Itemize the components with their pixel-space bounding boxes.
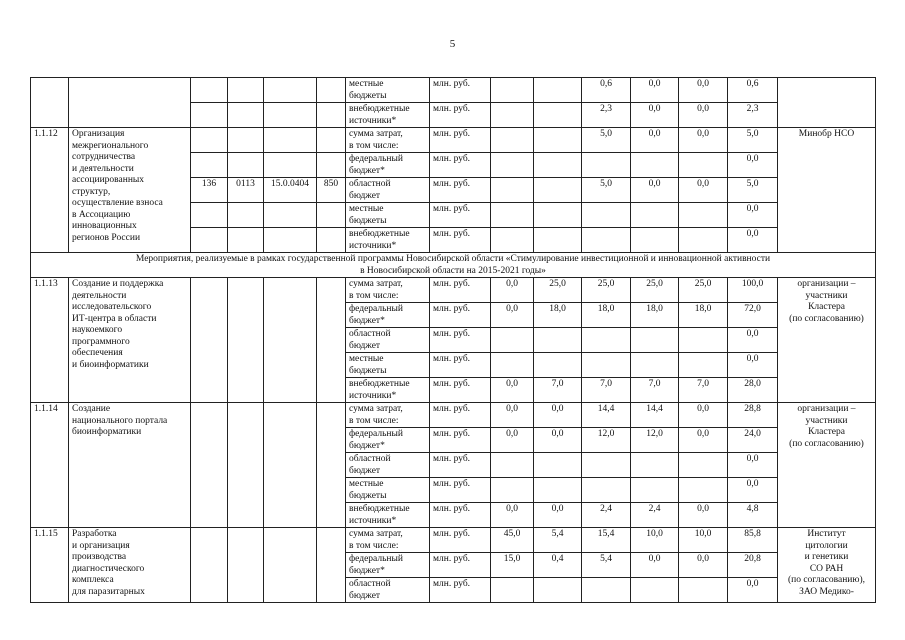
value-cell: [491, 203, 534, 228]
value-cell: 0,0: [728, 453, 778, 478]
value-cell: [491, 353, 534, 378]
funding-source-cell: федеральный бюджет*: [346, 153, 430, 178]
value-cell: [679, 228, 728, 253]
value-cell: [631, 228, 679, 253]
value-cell: 12,0: [631, 428, 679, 453]
value-cell: [582, 578, 631, 603]
value-cell: [631, 453, 679, 478]
funding-source-cell: федеральный бюджет*: [346, 428, 430, 453]
value-cell: 0,0: [728, 353, 778, 378]
value-cell: 0,0: [491, 403, 534, 428]
unit-cell: млн. руб.: [430, 578, 491, 603]
executor-cell: организации – участники Кластера (по согласованию): [778, 403, 876, 528]
value-cell: [631, 578, 679, 603]
value-cell: [631, 353, 679, 378]
value-cell: 7,0: [534, 378, 582, 403]
value-cell: [491, 328, 534, 353]
item-name-cell: [69, 78, 191, 128]
code-cell: [191, 528, 228, 603]
value-cell: [491, 578, 534, 603]
value-cell: [631, 328, 679, 353]
item-number-cell: 1.1.13: [31, 278, 69, 403]
unit-cell: млн. руб.: [430, 153, 491, 178]
value-cell: 20,8: [728, 553, 778, 578]
code-cell: [264, 103, 317, 128]
funding-source-cell: местные бюджеты: [346, 78, 430, 103]
value-cell: 15,0: [491, 553, 534, 578]
value-cell: [534, 203, 582, 228]
funding-source-cell: областной бюджет: [346, 178, 430, 203]
unit-cell: млн. руб.: [430, 128, 491, 153]
funding-source-cell: сумма затрат, в том числе:: [346, 128, 430, 153]
value-cell: 14,4: [631, 403, 679, 428]
value-cell: [491, 178, 534, 203]
value-cell: 0,0: [534, 503, 582, 528]
value-cell: 0,6: [728, 78, 778, 103]
value-cell: 18,0: [679, 303, 728, 328]
value-cell: 5,0: [728, 178, 778, 203]
value-cell: 25,0: [679, 278, 728, 303]
table-row: [31, 528, 876, 553]
value-cell: 0,0: [679, 503, 728, 528]
value-cell: 10,0: [679, 528, 728, 553]
code-cell: [191, 103, 228, 128]
funding-source-cell: областной бюджет: [346, 578, 430, 603]
value-cell: [534, 128, 582, 153]
value-cell: [631, 153, 679, 178]
value-cell: 0,0: [728, 153, 778, 178]
value-cell: 2,3: [582, 103, 631, 128]
unit-cell: млн. руб.: [430, 353, 491, 378]
value-cell: [491, 153, 534, 178]
value-cell: 5,4: [534, 528, 582, 553]
value-cell: 5,0: [728, 128, 778, 153]
value-cell: 0,0: [491, 378, 534, 403]
value-cell: [582, 478, 631, 503]
executor-cell: Институт цитологии и генетики СО РАН (по согласованию), ЗАО Медико-: [778, 528, 876, 603]
code-cell: [191, 278, 228, 403]
value-cell: [679, 328, 728, 353]
value-cell: 12,0: [582, 428, 631, 453]
code-cell: [264, 153, 317, 178]
value-cell: 100,0: [728, 278, 778, 303]
item-name-cell: Создание национального портала биоинформатики: [69, 403, 191, 528]
code-cell: [317, 278, 346, 403]
value-cell: [491, 103, 534, 128]
value-cell: 0,0: [679, 403, 728, 428]
code-cell: [264, 403, 317, 528]
value-cell: 7,0: [631, 378, 679, 403]
value-cell: 0,0: [679, 553, 728, 578]
table-row: [31, 78, 876, 103]
value-cell: [534, 103, 582, 128]
value-cell: 28,8: [728, 403, 778, 428]
code-cell: [264, 128, 317, 153]
value-cell: [534, 478, 582, 503]
value-cell: 0,0: [679, 428, 728, 453]
value-cell: 5,0: [582, 128, 631, 153]
unit-cell: млн. руб.: [430, 503, 491, 528]
item-name-cell: Организация межрегионального сотрудничества и деятельности ассоциированных структур, осуществление взноса в Ассоциацию инновационных регионов России: [69, 128, 191, 253]
value-cell: 0,4: [534, 553, 582, 578]
table-row: [31, 403, 876, 428]
code-cell: [264, 528, 317, 603]
value-cell: [679, 203, 728, 228]
funding-source-cell: местные бюджеты: [346, 353, 430, 378]
code-cell: [228, 528, 264, 603]
value-cell: [582, 353, 631, 378]
table-row: [31, 128, 876, 153]
code-cell: [264, 228, 317, 253]
value-cell: [534, 453, 582, 478]
code-cell: 136: [191, 178, 228, 203]
value-cell: 25,0: [534, 278, 582, 303]
value-cell: 0,0: [491, 303, 534, 328]
value-cell: 0,0: [728, 328, 778, 353]
funding-source-cell: сумма затрат, в том числе:: [346, 278, 430, 303]
value-cell: 85,8: [728, 528, 778, 553]
value-cell: [582, 153, 631, 178]
value-cell: [534, 78, 582, 103]
code-cell: [191, 78, 228, 103]
code-cell: [228, 403, 264, 528]
value-cell: [679, 453, 728, 478]
value-cell: 0,0: [728, 228, 778, 253]
value-cell: [582, 328, 631, 353]
budget-table: [30, 77, 876, 603]
value-cell: 0,0: [679, 128, 728, 153]
unit-cell: млн. руб.: [430, 403, 491, 428]
code-cell: [228, 128, 264, 153]
value-cell: 0,0: [728, 478, 778, 503]
code-cell: [317, 103, 346, 128]
item-number-cell: 1.1.12: [31, 128, 69, 253]
value-cell: [491, 453, 534, 478]
code-cell: [228, 103, 264, 128]
value-cell: 2,4: [582, 503, 631, 528]
unit-cell: млн. руб.: [430, 303, 491, 328]
value-cell: 0,0: [728, 578, 778, 603]
code-cell: [317, 203, 346, 228]
value-cell: 0,0: [679, 78, 728, 103]
code-cell: [228, 278, 264, 403]
value-cell: 7,0: [679, 378, 728, 403]
code-cell: [264, 203, 317, 228]
code-cell: [264, 78, 317, 103]
value-cell: [582, 203, 631, 228]
code-cell: [317, 153, 346, 178]
value-cell: 0,0: [631, 128, 679, 153]
code-cell: [317, 128, 346, 153]
value-cell: 14,4: [582, 403, 631, 428]
value-cell: [631, 203, 679, 228]
page-number: 5: [449, 38, 456, 50]
unit-cell: млн. руб.: [430, 178, 491, 203]
funding-source-cell: местные бюджеты: [346, 478, 430, 503]
value-cell: 0,0: [679, 178, 728, 203]
code-cell: 850: [317, 178, 346, 203]
value-cell: 25,0: [582, 278, 631, 303]
unit-cell: млн. руб.: [430, 103, 491, 128]
unit-cell: млн. руб.: [430, 228, 491, 253]
unit-cell: млн. руб.: [430, 528, 491, 553]
value-cell: [534, 328, 582, 353]
value-cell: 10,0: [631, 528, 679, 553]
value-cell: 0,0: [491, 428, 534, 453]
value-cell: [679, 578, 728, 603]
value-cell: 7,0: [582, 378, 631, 403]
code-cell: [228, 78, 264, 103]
funding-source-cell: внебюджетные источники*: [346, 103, 430, 128]
value-cell: [534, 578, 582, 603]
table-row: [31, 253, 876, 278]
value-cell: 72,0: [728, 303, 778, 328]
unit-cell: млн. руб.: [430, 453, 491, 478]
value-cell: [491, 78, 534, 103]
funding-source-cell: федеральный бюджет*: [346, 553, 430, 578]
value-cell: 0,0: [631, 78, 679, 103]
unit-cell: млн. руб.: [430, 78, 491, 103]
executor-cell: Минобр НСО: [778, 128, 876, 253]
code-cell: [228, 228, 264, 253]
unit-cell: млн. руб.: [430, 553, 491, 578]
value-cell: 18,0: [534, 303, 582, 328]
value-cell: 5,4: [582, 553, 631, 578]
value-cell: 15,4: [582, 528, 631, 553]
code-cell: [317, 403, 346, 528]
funding-source-cell: внебюджетные источники*: [346, 503, 430, 528]
unit-cell: млн. руб.: [430, 328, 491, 353]
value-cell: 5,0: [582, 178, 631, 203]
value-cell: 2,3: [728, 103, 778, 128]
funding-source-cell: областной бюджет: [346, 328, 430, 353]
unit-cell: млн. руб.: [430, 378, 491, 403]
item-name-cell: Создание и поддержка деятельности исследовательского ИТ-центра в области наукоемкого программного обеспечения и биоинформатики: [69, 278, 191, 403]
value-cell: 18,0: [582, 303, 631, 328]
funding-source-cell: внебюджетные источники*: [346, 228, 430, 253]
value-cell: 0,0: [491, 278, 534, 303]
table-row: [31, 278, 876, 303]
value-cell: [582, 453, 631, 478]
value-cell: 4,8: [728, 503, 778, 528]
code-cell: [228, 203, 264, 228]
value-cell: [679, 478, 728, 503]
executor-cell: [778, 78, 876, 128]
unit-cell: млн. руб.: [430, 203, 491, 228]
value-cell: 25,0: [631, 278, 679, 303]
funding-source-cell: внебюджетные источники*: [346, 378, 430, 403]
code-cell: [264, 278, 317, 403]
value-cell: 0,0: [534, 428, 582, 453]
code-cell: [191, 128, 228, 153]
funding-source-cell: федеральный бюджет*: [346, 303, 430, 328]
value-cell: [534, 228, 582, 253]
unit-cell: млн. руб.: [430, 478, 491, 503]
value-cell: [534, 353, 582, 378]
value-cell: 0,0: [631, 103, 679, 128]
value-cell: 2,4: [631, 503, 679, 528]
value-cell: [679, 353, 728, 378]
value-cell: [582, 228, 631, 253]
value-cell: [491, 228, 534, 253]
value-cell: [491, 478, 534, 503]
value-cell: 45,0: [491, 528, 534, 553]
code-cell: [191, 153, 228, 178]
code-cell: [228, 153, 264, 178]
value-cell: [679, 153, 728, 178]
value-cell: 18,0: [631, 303, 679, 328]
code-cell: [191, 228, 228, 253]
code-cell: [317, 228, 346, 253]
item-number-cell: 1.1.14: [31, 403, 69, 528]
code-cell: [317, 528, 346, 603]
value-cell: 0,0: [728, 203, 778, 228]
value-cell: [534, 153, 582, 178]
code-cell: [317, 78, 346, 103]
funding-source-cell: местные бюджеты: [346, 203, 430, 228]
value-cell: [631, 478, 679, 503]
code-cell: [191, 403, 228, 528]
code-cell: 15.0.0404: [264, 178, 317, 203]
funding-source-cell: сумма затрат, в том числе:: [346, 403, 430, 428]
value-cell: 0,0: [679, 103, 728, 128]
value-cell: 0,0: [534, 403, 582, 428]
unit-cell: млн. руб.: [430, 428, 491, 453]
value-cell: 0,6: [582, 78, 631, 103]
value-cell: 28,0: [728, 378, 778, 403]
section-heading: Мероприятия, реализуемые в рамках государственной программы Новосибирской области «Стимулирование инвестиционной и инновационной активности в Новосибирской области на 2015-2021 годы»: [31, 253, 876, 278]
value-cell: 0,0: [631, 178, 679, 203]
value-cell: 24,0: [728, 428, 778, 453]
funding-source-cell: областной бюджет: [346, 453, 430, 478]
executor-cell: организации – участники Кластера (по согласованию): [778, 278, 876, 403]
code-cell: [191, 203, 228, 228]
unit-cell: млн. руб.: [430, 278, 491, 303]
item-number-cell: [31, 78, 69, 128]
value-cell: 0,0: [491, 503, 534, 528]
funding-source-cell: сумма затрат, в том числе:: [346, 528, 430, 553]
item-number-cell: 1.1.15: [31, 528, 69, 603]
item-name-cell: Разработка и организация производства диагностического комплекса для паразитарных: [69, 528, 191, 603]
value-cell: [534, 178, 582, 203]
code-cell: 0113: [228, 178, 264, 203]
value-cell: [491, 128, 534, 153]
value-cell: 0,0: [631, 553, 679, 578]
